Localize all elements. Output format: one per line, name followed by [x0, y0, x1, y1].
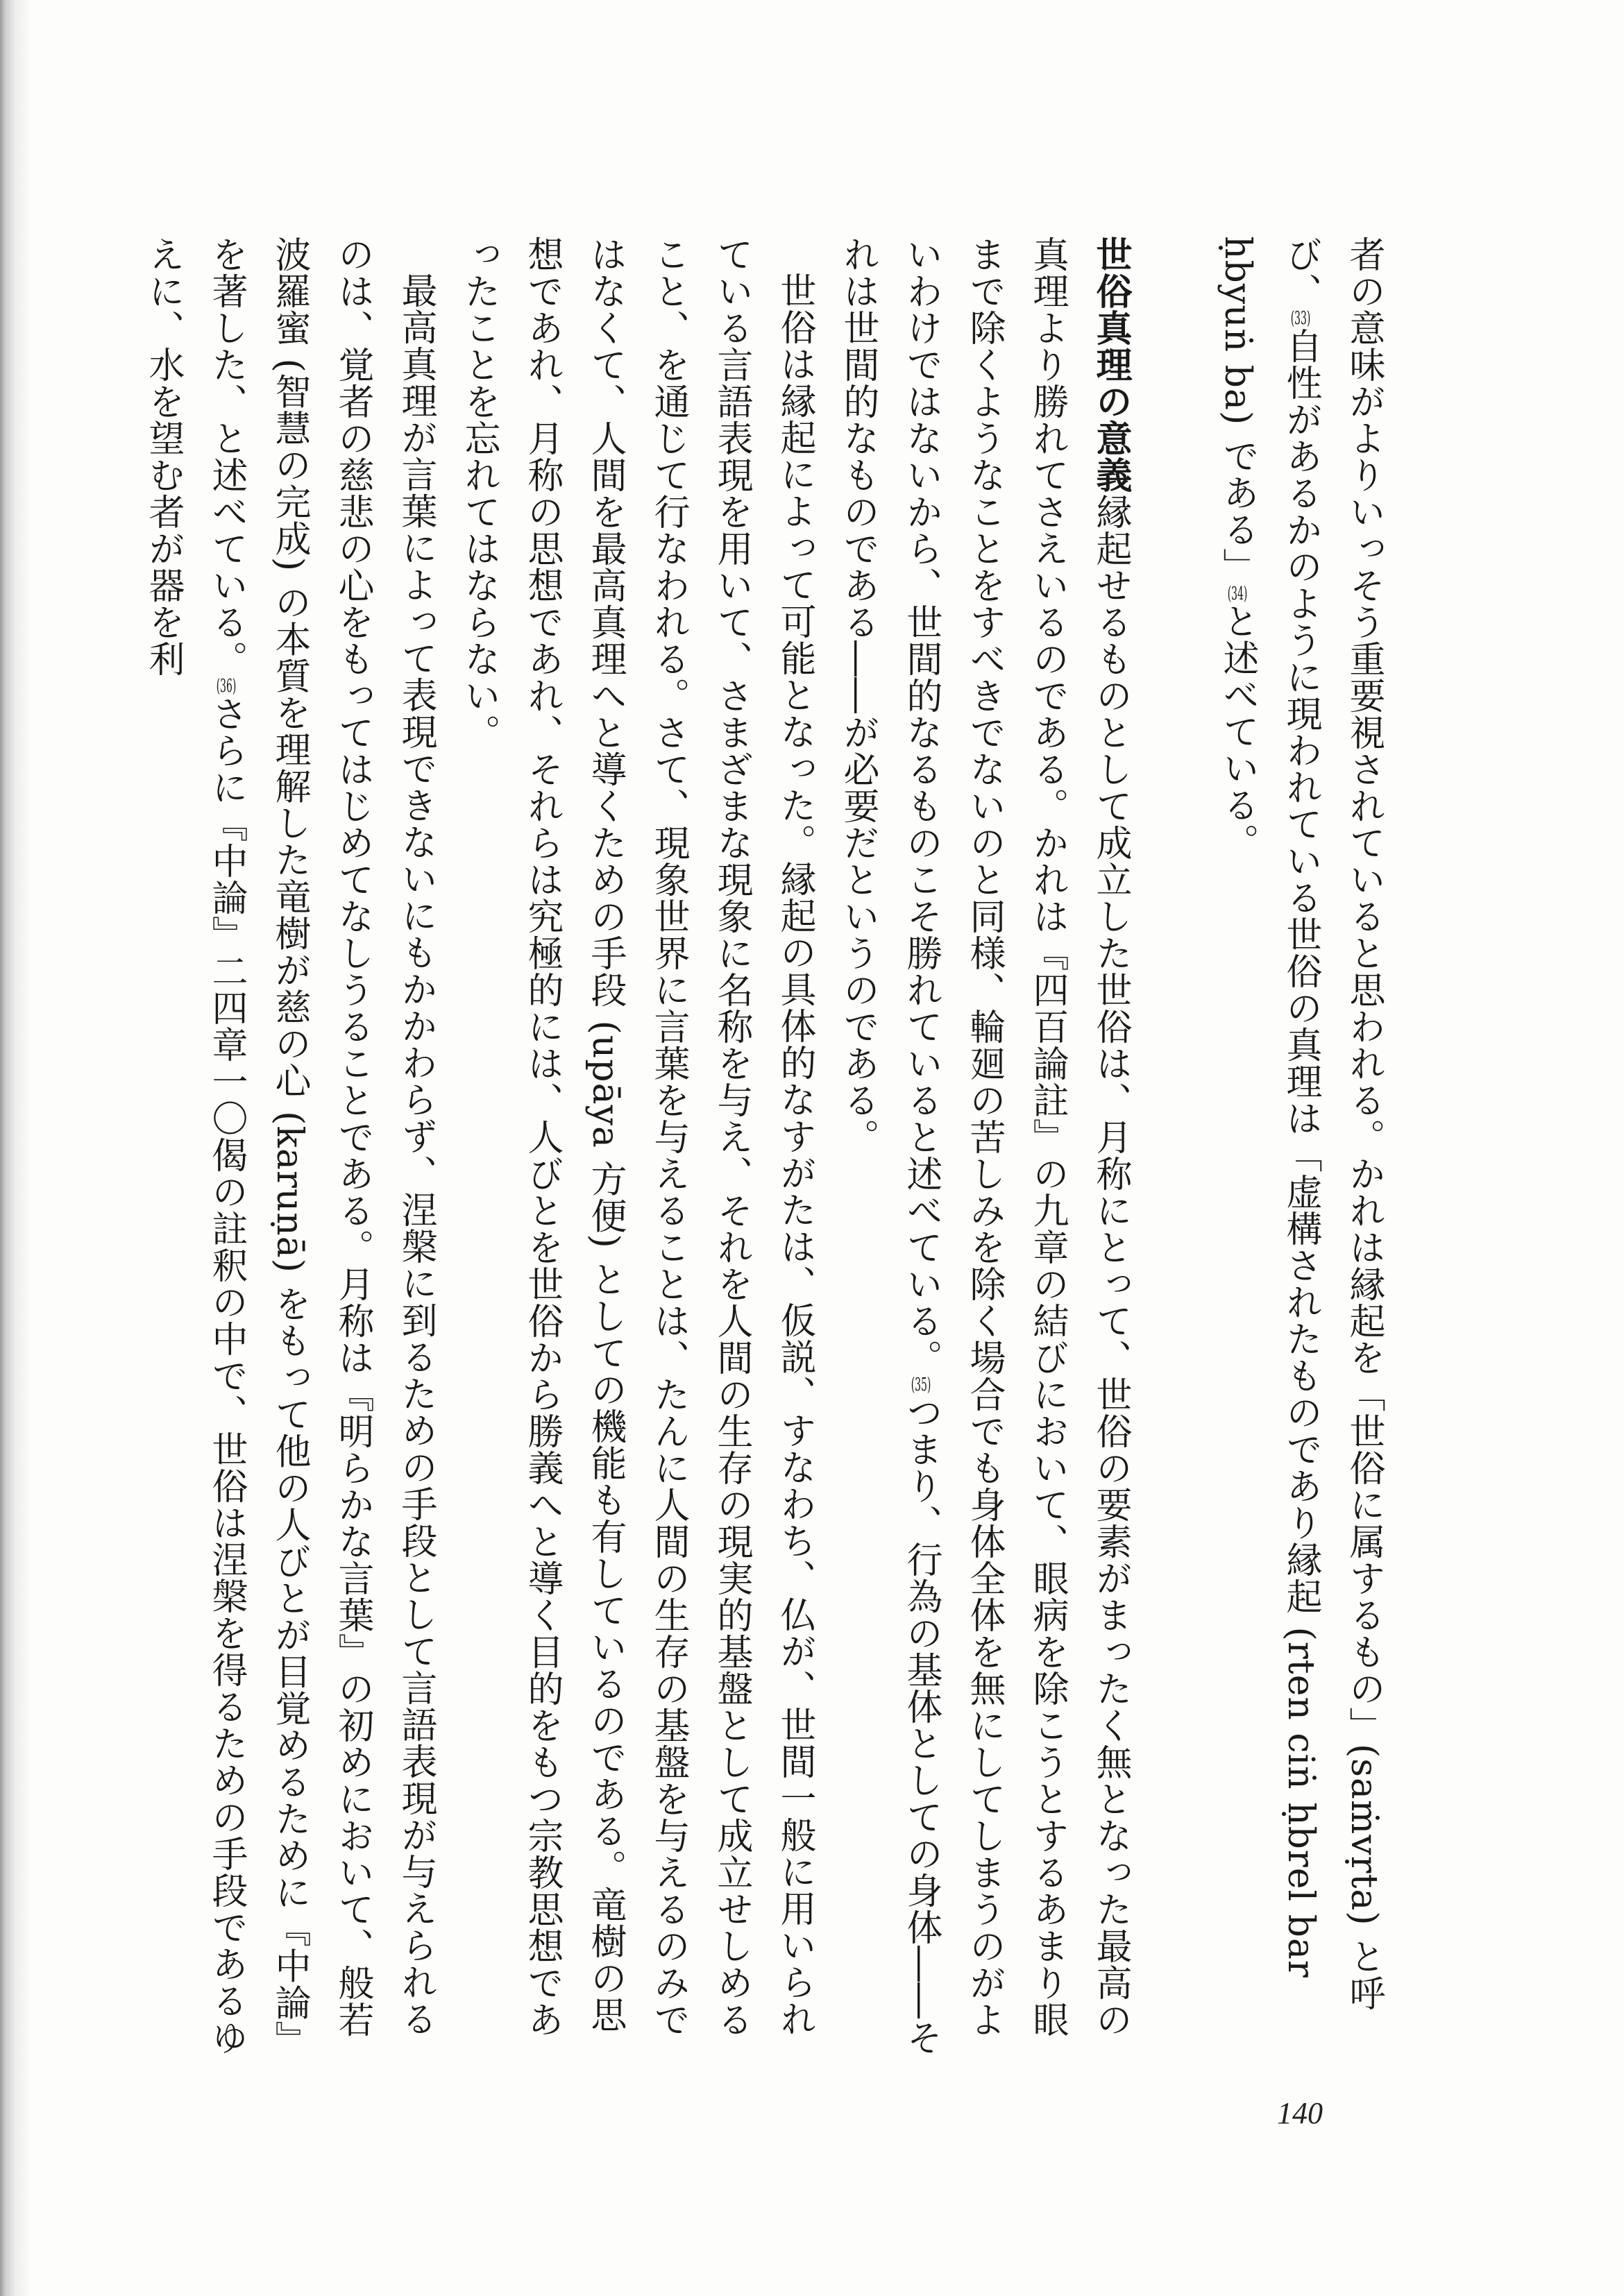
text-run: 世俗は縁起によって可能となった。縁起の具体的なすがたは、仮説、すなわち、仏が、世間一般に用いられている言語表現を用いて、さまざまな現象に名称を与え、それを人間の生存の現実的基盤として成立せしめること、を通じて行なわれる。さて、現象世界に言葉を与えることは、たんに人間の生存の基盤を与えるのみではなくて、人間を最高真理へと導くための手段 (upāya 方便) としての機能も有しているのである。竜樹の思想であれ、月称の思想であれ、それらは究極的には、人びとを世俗から勝義へと導く目的をもつ宗教思想であったことを忘れてはならない。	[458, 236, 815, 2038]
text-run: つまり、行為の基体としての身体――それは世間的なものである――が必要だというのである。	[837, 236, 942, 2056]
section-heading: 世俗真理の意義	[1090, 236, 1132, 493]
footnote-marker-34: (34)	[1227, 584, 1248, 603]
text-run: と述べている。	[1217, 602, 1258, 860]
paragraph-2	[826, 236, 1142, 2068]
footnote-marker-33: (33)	[1290, 309, 1311, 328]
footnote-marker-36: (36)	[216, 677, 237, 695]
text-run: 縁起せるものとして成立した世俗は、月称にとって、世俗の要素がまったく無となった最高の真理より勝れてさえいるのである。かれは『四百論註』の九章の結びにおいて、眼病を除こうとするあまり眼まで除くようなことをすべきでないのと同様、輪廻の苦しみを除く場合でも身体全体を無にしてしまうのがよいわけではないから、世間的なるものこそ勝れていると述べている。	[900, 236, 1131, 2038]
page-number: 140	[1277, 2096, 1323, 2130]
text-run: 者の意味がよりいっそう重要視されていると思われる。かれは縁起を「世俗に属するもの」(saṁvṛta) と呼び、	[1280, 236, 1385, 2012]
paragraph-3	[447, 236, 826, 2068]
vertical-text-block	[142, 236, 1395, 2068]
text-run: 自性があるかのように現われている世俗の真理は「虚構されたものであり縁起 (rten ciṅ ḥbrel bar ḥbyuṅ ba) である」	[1217, 236, 1321, 1978]
paragraph-1	[1206, 236, 1395, 2068]
text-run: さらに『中論』二四章一〇偈の註釈の中で、世俗は涅槃を得るための手段であるゆえに、水を望む者が器を利	[142, 236, 247, 2056]
text-run: 最高真理が言葉によって表現できないにもかかわらず、涅槃に到るための手段として言語表現が与えられるのは、覚者の慈悲の心をもってはじめてなしうることである。月称は『明らかな言葉』の初めにおいて、般若波羅蜜 (智慧の完成) の本質を理解した竜樹が慈の心 (karuṇā) をもって他の人びとが目覚めるために『中論』を著した、と述べている。	[205, 236, 437, 2058]
paragraph-4	[131, 236, 447, 2068]
page-binding-edge	[0, 0, 32, 2296]
footnote-marker-35: (35)	[911, 1376, 931, 1394]
